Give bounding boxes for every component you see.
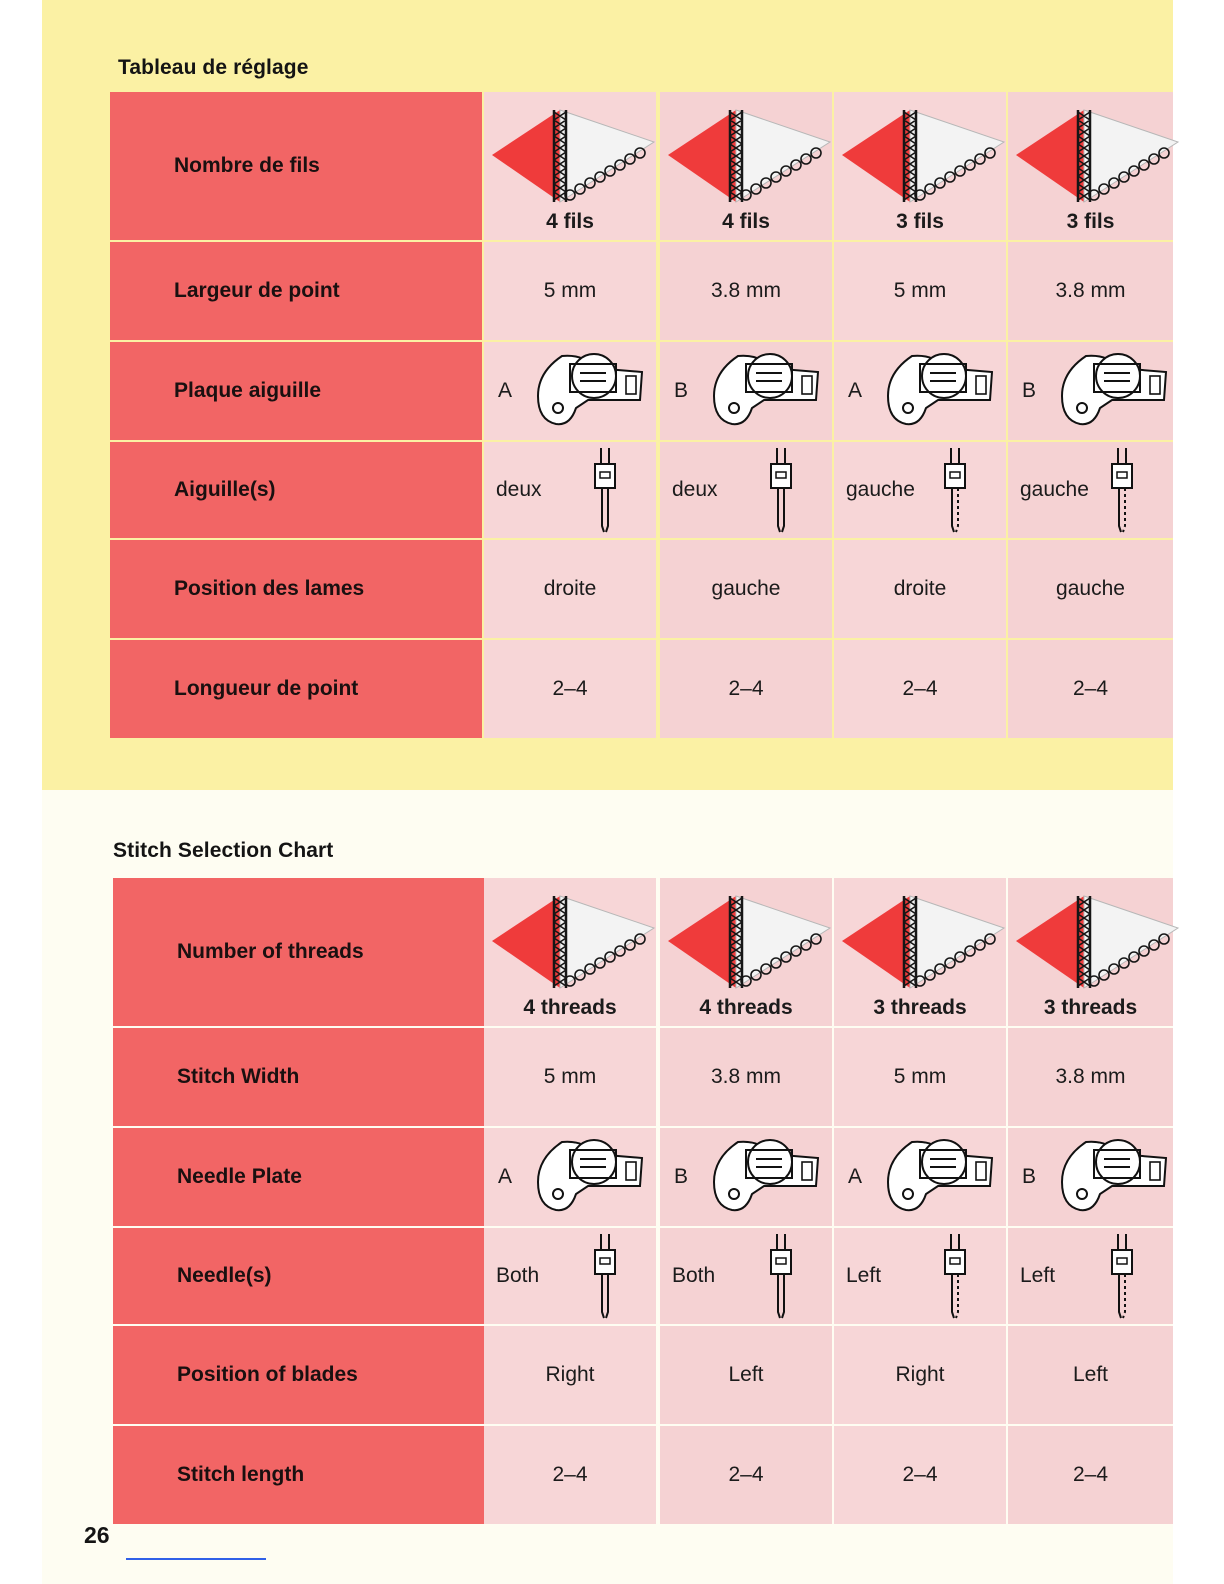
overlock-stitch-sample-icon	[838, 886, 1008, 996]
cell-value: 2–4	[1072, 1463, 1109, 1486]
overlock-stitch-sample-icon	[1012, 886, 1182, 996]
value-cell	[484, 92, 656, 240]
needle-plate-letter: A	[848, 379, 863, 402]
cell-value: 5 mm	[893, 279, 947, 302]
footer-rule	[126, 1558, 266, 1560]
needle-plate-icon	[532, 1132, 652, 1218]
value-cell	[834, 442, 1006, 538]
value-cell	[660, 242, 832, 340]
table-row	[0, 640, 1173, 738]
needle-selection-text: gauche	[1020, 478, 1089, 501]
needle-plate-letter: A	[498, 379, 513, 402]
value-cell	[1008, 1028, 1173, 1126]
thread-count-label: 3 threads	[1043, 996, 1138, 1019]
row-label-cell	[113, 1228, 485, 1324]
needle-plate-letter: A	[498, 1165, 513, 1188]
overlock-stitch-sample-icon	[838, 100, 1008, 210]
cell-value: 3.8 mm	[1055, 279, 1126, 302]
table-row	[0, 1028, 1173, 1126]
value-cell	[834, 1128, 1006, 1226]
value-cell	[834, 1028, 1006, 1126]
value-cell	[660, 1128, 832, 1226]
overlock-stitch-sample-icon	[664, 886, 834, 996]
value-cell	[660, 1426, 832, 1524]
cell-value: 2–4	[728, 677, 764, 700]
cell-value: 2–4	[902, 677, 938, 700]
value-cell	[484, 878, 656, 1026]
value-cell	[1008, 1426, 1173, 1524]
value-cell	[1008, 1228, 1173, 1324]
table-row	[0, 1128, 1173, 1226]
value-cell	[484, 640, 656, 738]
cell-value: Right	[545, 1363, 595, 1386]
thread-count-label: 4 threads	[699, 996, 793, 1019]
overlock-stitch-sample-icon	[1012, 100, 1182, 210]
value-cell	[834, 342, 1006, 440]
row-label: Longueur de point	[174, 677, 359, 700]
table-row	[0, 1326, 1173, 1424]
row-label-cell	[110, 92, 482, 240]
row-label: Stitch length	[177, 1463, 305, 1486]
table-row	[0, 1228, 1173, 1324]
row-label: Needle Plate	[177, 1165, 302, 1188]
needle-icon	[940, 446, 970, 534]
overlock-stitch-sample-icon	[488, 100, 658, 210]
value-cell	[834, 1228, 1006, 1324]
value-cell	[834, 878, 1006, 1026]
english-chart-title: Stitch Selection Chart	[113, 839, 334, 862]
needle-icon	[1107, 446, 1137, 534]
needle-selection-text: Left	[846, 1264, 882, 1287]
value-cell	[484, 1426, 656, 1524]
value-cell	[484, 342, 656, 440]
table-row	[0, 442, 1173, 538]
needle-plate-letter: B	[1022, 379, 1037, 402]
value-cell	[834, 92, 1006, 240]
value-cell	[484, 1228, 656, 1324]
cell-value: 3.8 mm	[1055, 1065, 1126, 1088]
row-label: Position des lames	[174, 577, 365, 600]
needle-plate-icon	[532, 346, 652, 432]
value-cell	[484, 1028, 656, 1126]
value-cell	[660, 442, 832, 538]
value-cell	[1008, 442, 1173, 538]
needle-plate-icon	[1056, 346, 1176, 432]
cell-value: 2–4	[552, 677, 588, 700]
table-row	[0, 878, 1173, 1026]
row-label-cell	[113, 1028, 485, 1126]
needle-icon	[766, 446, 796, 534]
cell-value: 2–4	[1072, 677, 1109, 700]
cell-value: Left	[728, 1363, 764, 1386]
page-right-margin	[1173, 0, 1224, 1584]
cell-value: Right	[895, 1363, 945, 1386]
value-cell	[660, 640, 832, 738]
row-label-cell	[113, 1326, 485, 1424]
value-cell	[660, 878, 832, 1026]
table-row	[0, 92, 1173, 240]
cell-value: 3.8 mm	[710, 279, 781, 302]
cell-value: gauche	[711, 577, 781, 600]
cell-value: droite	[543, 577, 597, 600]
value-cell	[660, 1326, 832, 1424]
overlock-stitch-sample-icon	[488, 886, 658, 996]
needle-plate-letter: B	[1022, 1165, 1037, 1188]
needle-selection-text: Both	[496, 1264, 540, 1287]
value-cell	[834, 242, 1006, 340]
value-cell	[834, 1326, 1006, 1424]
thread-count-label: 3 fils	[1066, 210, 1115, 233]
needle-plate-icon	[882, 346, 1002, 432]
needle-icon	[1107, 1232, 1137, 1320]
thread-count-label: 4 fils	[546, 210, 594, 233]
table-row	[0, 1426, 1173, 1524]
needle-selection-text: deux	[496, 478, 542, 501]
thread-count-label: 4 threads	[523, 996, 617, 1019]
value-cell	[1008, 242, 1173, 340]
row-label: Largeur de point	[174, 279, 340, 302]
needle-icon	[940, 1232, 970, 1320]
row-label: Plaque aiguille	[174, 379, 322, 402]
value-cell	[660, 92, 832, 240]
needle-plate-icon	[708, 346, 828, 432]
row-label-cell	[110, 342, 482, 440]
value-cell	[484, 442, 656, 538]
table-row	[0, 242, 1173, 340]
french-chart-title: Tableau de réglage	[118, 56, 309, 79]
table-row	[0, 342, 1173, 440]
table-row	[0, 540, 1173, 638]
value-cell	[660, 342, 832, 440]
value-cell	[484, 1128, 656, 1226]
needle-icon	[766, 1232, 796, 1320]
value-cell	[1008, 342, 1173, 440]
needle-plate-icon	[708, 1132, 828, 1218]
cell-value: 5 mm	[543, 1065, 597, 1088]
cell-value: 2–4	[902, 1463, 938, 1486]
row-label-cell	[110, 540, 482, 638]
cell-value: 5 mm	[893, 1065, 947, 1088]
row-label-cell	[110, 242, 482, 340]
value-cell	[1008, 92, 1173, 240]
needle-plate-icon	[882, 1132, 1002, 1218]
row-label: Position of blades	[177, 1363, 358, 1386]
value-cell	[834, 1426, 1006, 1524]
row-label-cell	[113, 1426, 485, 1524]
cell-value: droite	[893, 577, 947, 600]
row-label: Nombre de fils	[174, 154, 320, 177]
value-cell	[484, 242, 656, 340]
cell-value: gauche	[1056, 577, 1125, 600]
needle-selection-text: gauche	[846, 478, 915, 501]
value-cell	[1008, 540, 1173, 638]
needle-plate-letter: B	[674, 1165, 689, 1188]
row-label-cell	[113, 1128, 485, 1226]
value-cell	[1008, 640, 1173, 738]
row-label: Stitch Width	[177, 1065, 300, 1088]
needle-plate-letter: B	[674, 379, 689, 402]
row-label-cell	[110, 640, 482, 738]
value-cell	[1008, 1326, 1173, 1424]
thread-count-label: 3 fils	[896, 210, 944, 233]
value-cell	[660, 1028, 832, 1126]
row-label-cell	[110, 442, 482, 538]
value-cell	[834, 640, 1006, 738]
needle-plate-icon	[1056, 1132, 1176, 1218]
needle-selection-text: deux	[672, 478, 718, 501]
row-label-cell	[113, 878, 485, 1026]
needle-plate-letter: A	[848, 1165, 863, 1188]
needle-icon	[590, 446, 620, 534]
thread-count-label: 3 threads	[873, 996, 967, 1019]
needle-icon	[590, 1232, 620, 1320]
needle-selection-text: Both	[672, 1264, 716, 1287]
row-label: Needle(s)	[177, 1264, 272, 1287]
value-cell	[484, 1326, 656, 1424]
value-cell	[660, 540, 832, 638]
cell-value: 3.8 mm	[710, 1065, 781, 1088]
row-label: Number of threads	[177, 940, 364, 963]
value-cell	[660, 1228, 832, 1324]
value-cell	[1008, 878, 1173, 1026]
value-cell	[1008, 1128, 1173, 1226]
cell-value: Left	[1072, 1363, 1109, 1386]
overlock-stitch-sample-icon	[664, 100, 834, 210]
cell-value: 5 mm	[543, 279, 597, 302]
page-number: 26	[84, 1522, 110, 1548]
cell-value: 2–4	[728, 1463, 764, 1486]
thread-count-label: 4 fils	[722, 210, 770, 233]
value-cell	[484, 540, 656, 638]
row-label: Aiguille(s)	[174, 478, 276, 501]
value-cell	[834, 540, 1006, 638]
cell-value: 2–4	[552, 1463, 588, 1486]
needle-selection-text: Left	[1020, 1264, 1056, 1287]
